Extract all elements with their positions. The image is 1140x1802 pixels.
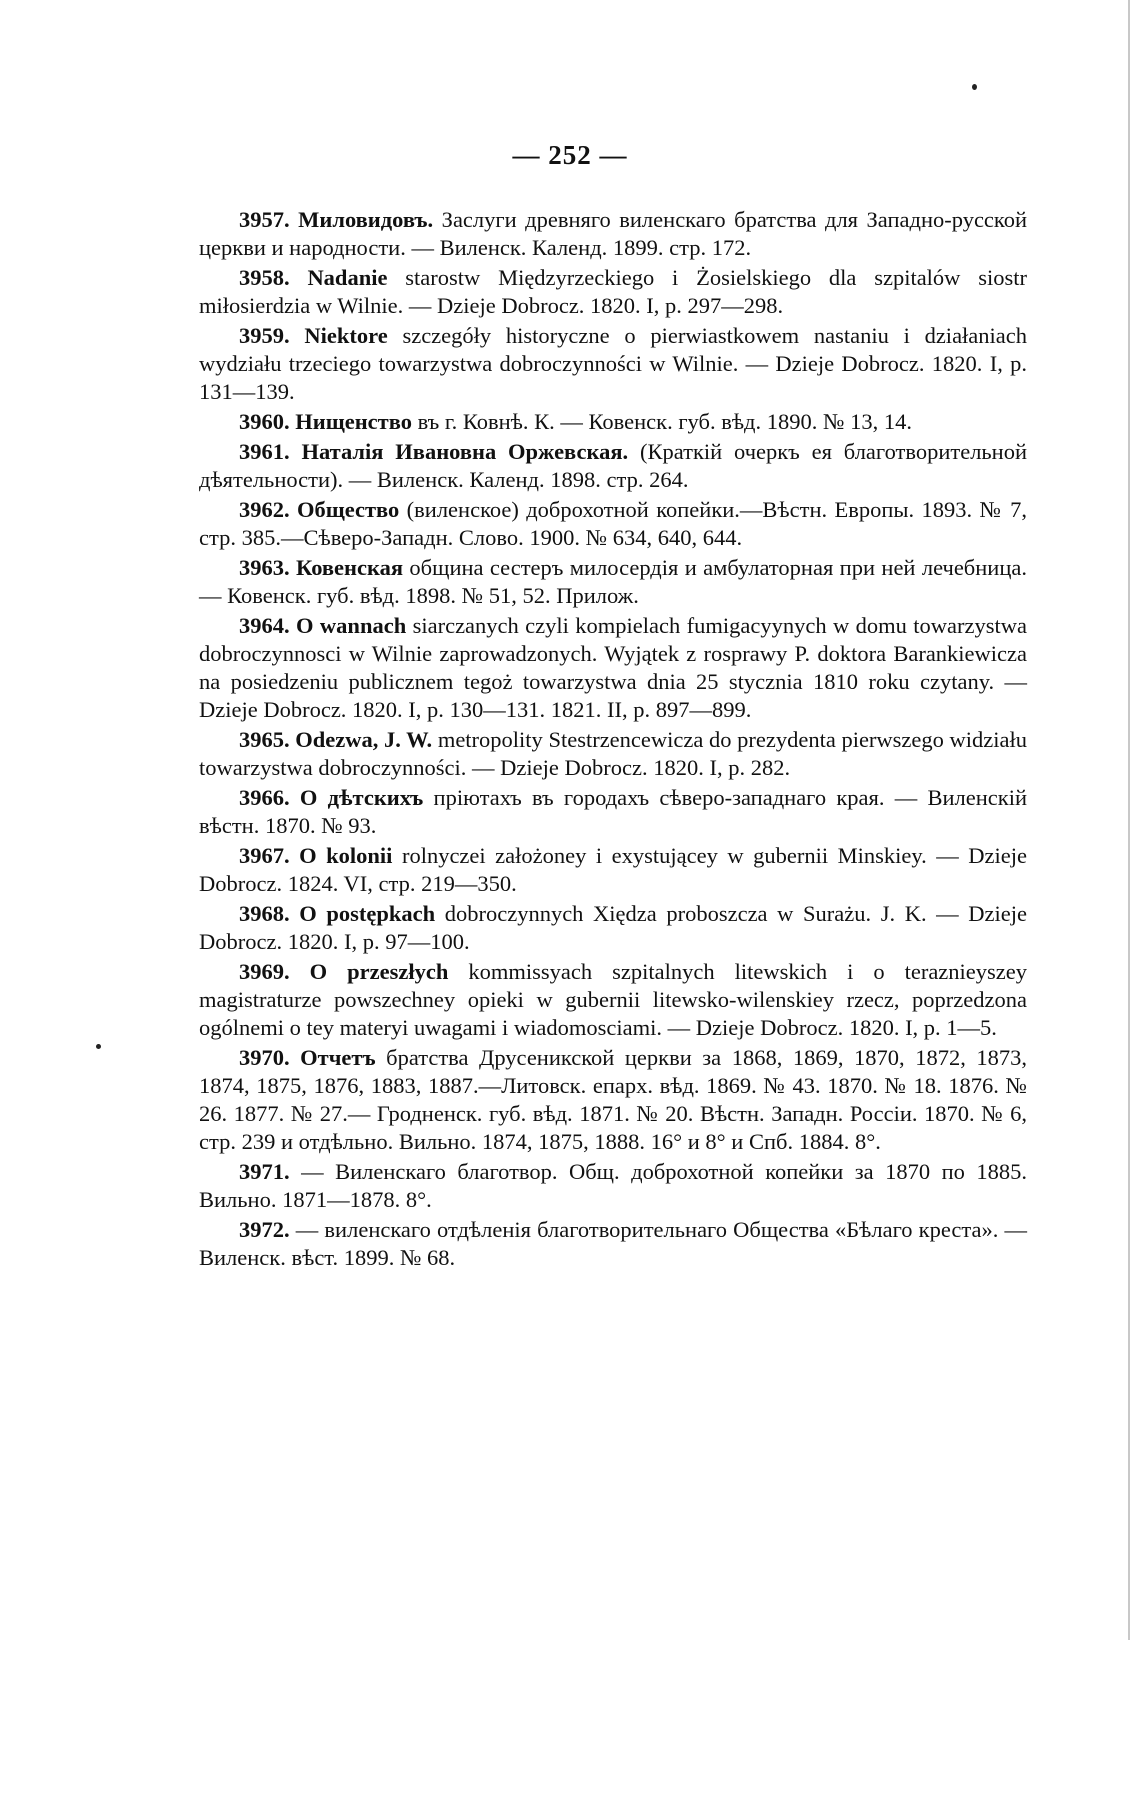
entry-number: 3962. [239, 497, 290, 522]
bibliography-entry [199, 842, 1027, 898]
bibliography-entry [199, 900, 1027, 956]
entry-number: 3972. [239, 1217, 290, 1242]
bibliography-entry [199, 438, 1027, 494]
bibliography-entry [199, 554, 1027, 610]
scan-edge-line [1128, 0, 1130, 1640]
entry-keyword: Odezwa, J. W. [295, 727, 433, 752]
entry-text: община сестеръ милосердія и амбулаторная при ней лечебница. — Ковенск. губ. вѣд. 1898. № 51, 52. Прилож. [199, 555, 1027, 608]
entry-number: 3968. [239, 901, 290, 926]
entry-keyword: Общество [297, 497, 400, 522]
entry-text: rolnyczei założoney i exystującey w gubernii Minskiey. — Dzieje Dobrocz. 1824. VI, стр. 219—350. [199, 843, 1027, 896]
entry-number: 3960. [239, 409, 290, 434]
entry-number: 3970. [239, 1045, 290, 1070]
entry-keyword: О дѣтскихъ [299, 785, 424, 810]
entry-number: 3967. [239, 843, 290, 868]
bibliography-entry [199, 1158, 1027, 1214]
bibliography-entry [199, 726, 1027, 782]
entry-keyword: Nadanie [307, 265, 388, 290]
entry-number: 3961. [239, 439, 290, 464]
entry-number: 3969. [239, 959, 290, 984]
scan-speck [972, 84, 977, 90]
entry-keyword: Нищенство [295, 409, 412, 434]
entry-keyword: O wannach [296, 613, 407, 638]
entry-number: 3971. [239, 1159, 290, 1184]
entry-text: siarczanych czyli kompielach fumigacyynych w domu towarzystwa dobroczynnosci w Wilnie zaprowadzonych. Wyjątek z rosprawy P. doktora Barankiewicza na posiedzeniu publicznem tegoż towarzystwa dnia 25 stycznia 1810 roku czytany. — Dzieje Dobrocz. 1820. I, p. 130—131. 1821. II, p. 897—899. [199, 613, 1027, 722]
entry-text: въ г. Ковнѣ. К. — Ковенск. губ. вѣд. 1890. № 13, 14. [411, 409, 912, 434]
entry-keyword: Наталія Ивановна Оржевская. [301, 439, 629, 464]
entry-keyword: Отчетъ [300, 1045, 376, 1070]
entry-number: 3965. [239, 727, 290, 752]
bibliography-entry [199, 206, 1027, 262]
bibliography-entry [199, 958, 1027, 1042]
entry-text: szczegóły historyczne o pierwiastkowem nastaniu i działaniach wydziału trzeciego towarzystwa dobroczynności w Wilnie. — Dzieje Dobrocz. 1820. I, p. 131—139. [199, 323, 1028, 404]
entry-text: starostw Międzyrzeckiego i Żosielskiego dla szpitalów siostr miłosierdzia w Wilnie. — Dzieje Dobrocz. 1820. I, p. 297—298. [199, 265, 1028, 318]
entry-text: Заслуги древняго виленскаго братства для Западно-русской церкви и народности. — Виленск. Календ. 1899. стр. 172. [199, 207, 1028, 260]
entry-keyword: Ковенская [296, 555, 404, 580]
entry-text: metropolity Stestrzencewicza do prezydenta pierwszego widziału towarzystwa dobroczynności. — Dzieje Dobrocz. 1820. I, p. 282. [199, 727, 1028, 780]
entry-text: (Краткій очеркъ ея благотворительной дѣятельности). — Виленск. Календ. 1898. стр. 264. [199, 439, 1028, 492]
entry-keyword: Миловидовъ. [298, 207, 434, 232]
entry-number: 3966. [239, 785, 290, 810]
bibliography-entry [199, 1216, 1027, 1272]
bibliography-entries [199, 206, 1027, 1274]
entry-text: (виленское) доброхотной копейки.—Вѣстн. Европы. 1893. № 7, стр. 385.—Сѣверо-Западн. Слово. 1900. № 634, 640, 644. [199, 497, 1027, 550]
entry-keyword: O przeszłych [309, 959, 449, 984]
bibliography-entry [199, 496, 1027, 552]
entry-text: братства Друсеникской церкви за 1868, 1869, 1870, 1872, 1873, 1874, 1875, 1876, 1883, 1887.—Литовск. епарх. вѣд. 1869. № 43. 1870. № 18. 1876. № 26. 1877. № 27.— Гродненск. губ. вѣд. 1871. № 20. Вѣстн. Западн. Россіи. 1870. № 6, стр. 239 и отдѣльно. Вильно. 1874, 1875, 1888. 16° и 8° и Спб. 1884. 8°. [199, 1045, 1027, 1154]
entry-keyword: O kolonii [299, 843, 393, 868]
bibliography-entry [199, 408, 1027, 436]
entry-text: пріютахъ въ городахъ сѣверо-западнаго края. — Виленскій вѣстн. 1870. № 93. [199, 785, 1028, 838]
scan-speck [96, 1044, 101, 1049]
entry-text: — виленскаго отдѣленія благотворительнаго Общества «Бѣлаго креста». — Виленск. вѣст. 1899. № 68. [199, 1217, 1028, 1270]
entry-text: dobroczynnych Xiędza proboszcza w Surażu. J. K. — Dzieje Dobrocz. 1820. I, p. 97—100. [199, 901, 1027, 954]
bibliography-entry [199, 784, 1027, 840]
entry-number: 3963. [239, 555, 290, 580]
entry-keyword: Niektore [304, 323, 388, 348]
entry-number: 3964. [239, 613, 290, 638]
entry-keyword: O postępkach [299, 901, 436, 926]
bibliography-entry [199, 322, 1027, 406]
entry-number: 3957. [239, 207, 290, 232]
bibliography-entry [199, 612, 1027, 724]
entry-number: 3958. [239, 265, 290, 290]
entry-number: 3959. [239, 323, 290, 348]
bibliography-entry [199, 1044, 1027, 1156]
bibliography-entry [199, 264, 1027, 320]
page-number: — 252 — [512, 140, 628, 170]
entry-text: kommissyach szpitalnych litewskich i o teraznieyszey magistraturze powszechney opieki w gubernii litewsko-wilenskiey rzecz, poprzedzona ogólnemi o tey materyi uwagami i wiadomosciami. — Dzieje Dobrocz. 1820. I, p. 1—5. [199, 959, 1028, 1040]
entry-text: — Виленскаго благотвор. Общ. доброхотной копейки за 1870 по 1885. Вильно. 1871—1878. 8°. [199, 1159, 1027, 1212]
